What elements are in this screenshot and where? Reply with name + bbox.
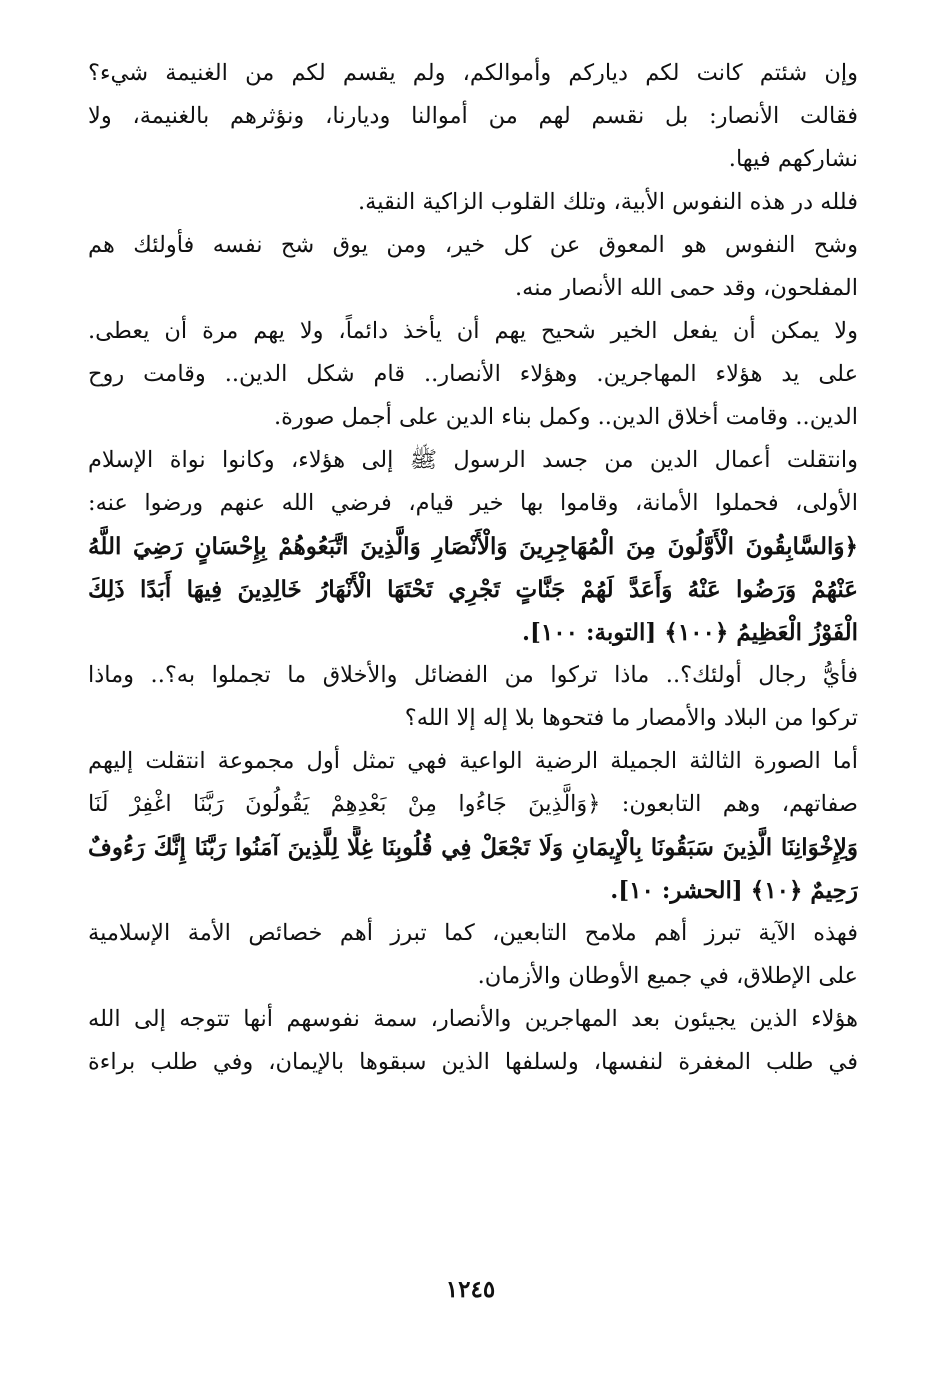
quran-verse-line-2: عَنْهُمْ وَرَضُوا عَنْهُ وَأَعَدَّ لَهُمْ جَنَّاتٍ تَجْرِي تَحْتَهَا الْأَنْهَارُ خَالِدِينَ فِيهَا أَبَدًا ذَلِكَ: [88, 576, 858, 603]
body-text: [88, 52, 858, 1084]
text-line-21: فهذه الآية تبرز أهم ملامح التابعين، كما تبرز أهم خصائص الأمة الإسلامية: [88, 920, 858, 946]
quran-verse-line-1: ﴿وَالسَّابِقُونَ الْأَوَّلُونَ مِنَ الْمُهَاجِرِينَ وَالْأَنْصَارِ وَالَّذِينَ اتَّبَعُوهُمْ بِإِحْسَانٍ رَضِيَ اللَّهُ: [88, 533, 858, 560]
page-number: ١٢٤٥: [445, 1276, 496, 1303]
text-line-10: وانتقلت أعمال الدين من جسد الرسول ﷺ إلى هؤلاء، وكانوا نواة الإسلام: [88, 447, 858, 473]
text-line-16: تركوا من البلاد والأمصار ما فتحوها بلا إله إلا الله؟: [404, 705, 858, 731]
quran-verse-line-3: الْفَوْزُ الْعَظِيمُ ﴿١٠٠﴾ [التوبة: ١٠٠].: [522, 619, 858, 646]
text-line-17: أما الصورة الثالثة الجميلة الرضية الواعية فهي تمثل أول مجموعة انتقلت إليهم: [88, 748, 858, 774]
text-line-7: ولا يمكن أن يفعل الخير شحيح يهم أن يأخذ دائماً، ولا يهم مرة أن يعطى.: [88, 318, 858, 344]
text-line-3: نشاركهم فيها.: [728, 146, 858, 172]
text-line-2: فقالت الأنصار: بل نقسم لهم من أموالنا وديارنا، ونؤثرهم بالغنيمة، ولا: [88, 103, 858, 129]
quran-verse-line-4: وَلِإِخْوَانِنَا الَّذِينَ سَبَقُونَا بِالْإِيمَانِ وَلَا تَجْعَلْ فِي قُلُوبِنَا غِلًّا لِلَّذِينَ آمَنُوا رَبَّنَا إِنَّكَ رَءُوفٌ: [88, 834, 858, 861]
text-line-8: على يد هؤلاء المهاجرين. وهؤلاء الأنصار.. قام شكل الدين.. وقامت روح: [88, 361, 858, 387]
text-line-6: المفلحون، وقد حمى الله الأنصار منه.: [515, 275, 858, 301]
text-line-15: فأيُّ رجال أولئك؟.. ماذا تركوا من الفضائل والأخلاق ما تجملوا به؟.. وماذا: [88, 662, 858, 688]
text-line-24: في طلب المغفرة لنفسها، ولسلفها الذين سبقوها بالإيمان، وفي طلب براءة: [88, 1049, 858, 1075]
text-line-22: على الإطلاق، في جميع الأوطان والأزمان.: [477, 963, 858, 989]
text-line-1: وإن شئتم كانت لكم دياركم وأموالكم، ولم يقسم لكم من الغنيمة شيء؟: [88, 60, 858, 86]
text-line-18: صفاتهم، وهم التابعون: ﴿وَالَّذِينَ جَاءُوا مِنْ بَعْدِهِمْ يَقُولُونَ رَبَّنَا اغْفِرْ لَنَا: [88, 791, 858, 817]
text-line-23: هؤلاء الذين يجيئون بعد المهاجرين والأنصار، سمة نفوسهم أنها تتوجه إلى الله: [88, 1006, 858, 1032]
text-line-5: وشح النفوس هو المعوق عن كل خير، ومن يوق شح نفسه فأولئك هم: [88, 232, 858, 258]
quran-verse-line-5: رَحِيمٌ ﴿١٠﴾ [الحشر: ١٠].: [610, 877, 858, 904]
text-line-11: الأولى، فحملوا الأمانة، وقاموا بها خير قيام، فرضي الله عنهم ورضوا عنه:: [88, 490, 858, 516]
text-line-4: فلله در هذه النفوس الأبية، وتلك القلوب الزاكية النقية.: [357, 189, 858, 215]
text-line-9: الدين.. وقامت أخلاق الدين.. وكمل بناء الدين على أجمل صورة.: [273, 404, 858, 430]
